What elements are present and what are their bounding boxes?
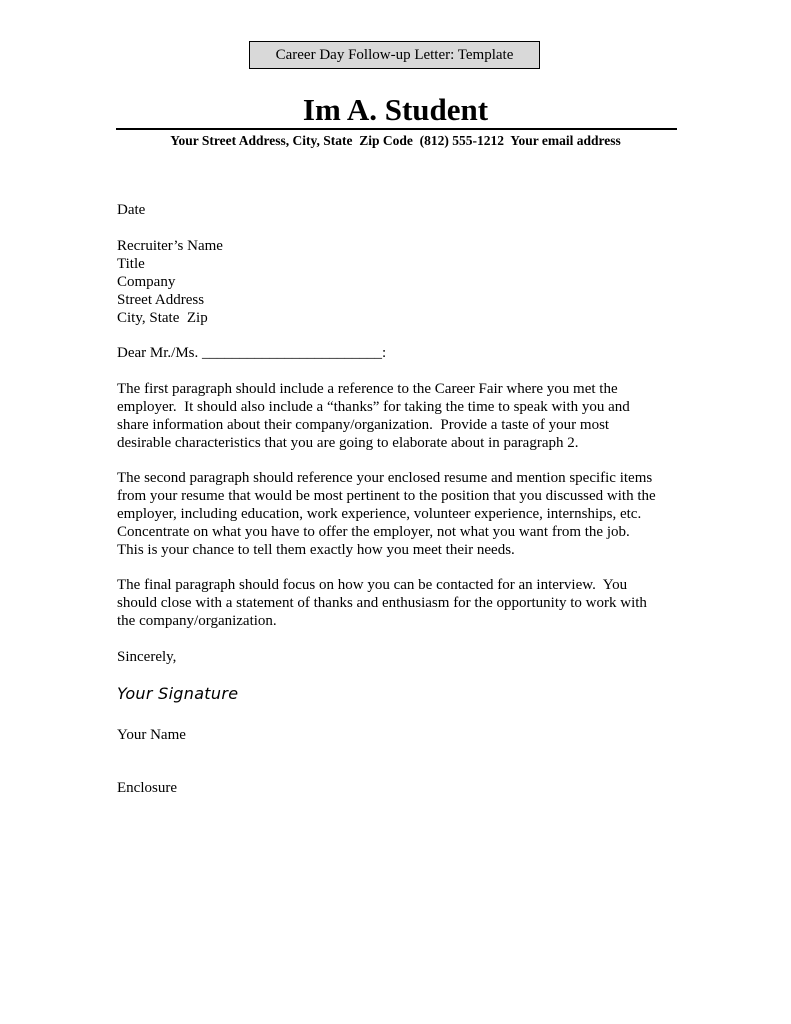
salutation-line bbox=[117, 344, 682, 362]
recipient-title: Title bbox=[117, 256, 145, 272]
paragraph-3 bbox=[117, 576, 682, 630]
paragraph-line: This is your chance to tell them exactly how you meet their needs. bbox=[117, 542, 515, 558]
paragraph-line: share information about their company/organization. Provide a taste of your most bbox=[117, 417, 610, 433]
paragraph-line: The second paragraph should reference your enclosed resume and mention specific items bbox=[117, 470, 653, 486]
paragraph-line: desirable characteristics that you are going to elaborate about in paragraph 2. bbox=[117, 435, 579, 451]
signer-name-line bbox=[117, 726, 682, 744]
paragraph-line: The final paragraph should focus on how you can be contacted for an interview. You bbox=[117, 577, 628, 593]
heading-divider bbox=[116, 128, 677, 130]
sender-contact-line: Your Street Address, City, State Zip Code (812) 555-1212 Your email address bbox=[170, 133, 621, 148]
closing-text: Sincerely, bbox=[117, 649, 177, 665]
paragraph-line: Concentrate on what you have to offer the employer, not what you want from the job. bbox=[117, 524, 630, 540]
recipient-street: Street Address bbox=[117, 292, 205, 308]
paragraph-line: the company/organization. bbox=[117, 613, 277, 629]
signature: Your Signature bbox=[117, 684, 239, 703]
paragraph-line: employer. It should also include a “thanks” for taking the time to speak with you and bbox=[117, 399, 630, 415]
date-text: Date bbox=[117, 202, 146, 218]
closing-line bbox=[117, 648, 682, 666]
recipient-city-state-zip: City, State Zip bbox=[117, 310, 208, 326]
paragraph-line: from your resume that would be most pertinent to the position that you discussed with the bbox=[117, 488, 656, 504]
date-line bbox=[117, 201, 682, 219]
template-label-box: Career Day Follow-up Letter: Template bbox=[249, 41, 540, 69]
recipient-block bbox=[117, 237, 682, 327]
paragraph-2 bbox=[117, 469, 682, 559]
enclosure-line bbox=[117, 779, 682, 797]
enclosure-text: Enclosure bbox=[117, 780, 177, 796]
paragraph-line: should close with a statement of thanks and enthusiasm for the opportunity to work with bbox=[117, 595, 647, 611]
paragraph-line: employer, including education, work experience, volunteer experience, internships, etc. bbox=[117, 506, 642, 522]
recipient-company: Company bbox=[117, 274, 176, 290]
paragraph-1 bbox=[117, 380, 682, 452]
paragraph-line: The first paragraph should include a reference to the Career Fair where you met the bbox=[117, 381, 618, 397]
recipient-name: Recruiter’s Name bbox=[117, 238, 223, 254]
signer-name: Your Name bbox=[117, 727, 186, 743]
sender-name-heading: Im A. Student bbox=[302, 92, 489, 127]
salutation-text: Dear Mr./Ms. ________________________: bbox=[117, 345, 387, 361]
